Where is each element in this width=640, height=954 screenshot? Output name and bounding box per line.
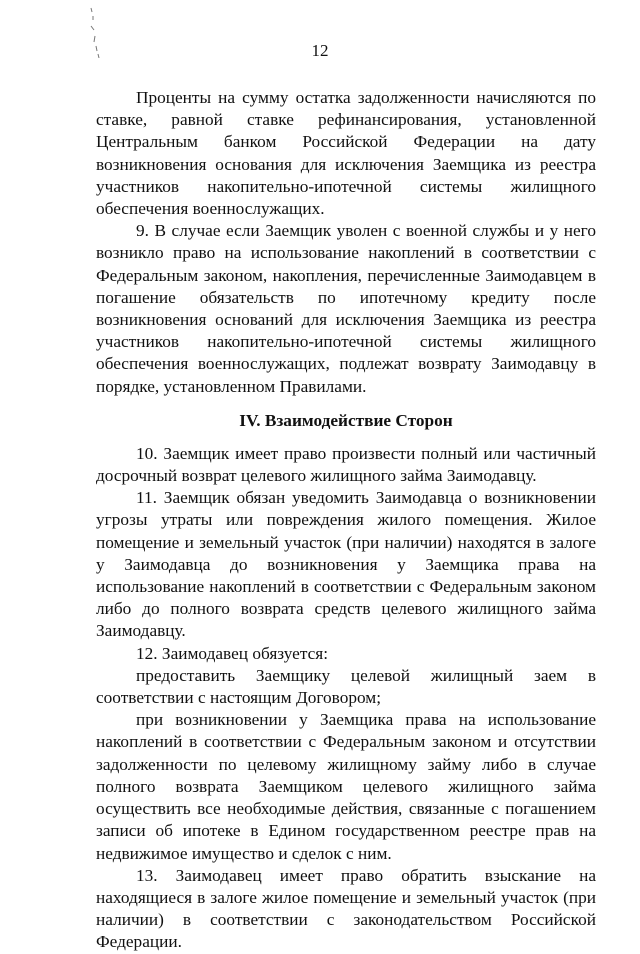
- paragraph-12: 12. Заимодавец обязуется:: [136, 643, 329, 663]
- paragraph-11: 11. Заемщик обязан уведомить Заимодавца о возникновении угрозы утраты или повреждения жилого помещения. Жилое помещение и земельный участок (при наличии) находятся в залоге у Заимодавца до возникновения у Заемщика права на использование накоплений в соответствии с Федеральным законом либо до полного возврата средств целевого жилищного займа Заимодавцу.: [96, 488, 596, 641]
- paragraph-12-item-2: при возникновении у Заемщика права на использование накоплений в соответствии с Федеральным законом и отсутствии задолженности по целевому жилищному займу либо в случае полного возврата Заемщиком целевого жилищного займа осуществить все необходимые действия, связанные с погашением записи об ипотеке в Едином государственном реестре прав на недвижимое имущество и сделок с ним.: [96, 710, 596, 863]
- page-number: 12: [311, 41, 329, 60]
- paragraph-interest: Проценты на сумму остатка задолженности начисляются по ставке, равной ставке рефинансирования, установленной Центральным банком Российской Федерации на дату возникновения основания для исключения Заемщика из реестра участников накопительно-ипотечной системы жилищного обеспечения военнослужащих.: [96, 88, 596, 219]
- section-heading: IV. Взаимодействие Сторон: [239, 410, 453, 430]
- paragraph-9: 9. В случае если Заемщик уволен с военной службы и у него возникло право на использование накоплений в соответствии с Федеральным законом, накопления, перечисленные Заимодавцем в погашение обязательств по ипотечному кредиту после возникновения оснований для исключения Заемщика из реестра участников накопительно-ипотечной системы жилищного обеспечения военнослужащих, подлежат возврату Заимодавцу в порядке, установленном Правилами.: [96, 221, 596, 396]
- paragraph-12-item-1: предоставить Заемщику целевой жилищный заем в соответствии с настоящим Договором;: [96, 665, 596, 708]
- document-body: [96, 87, 596, 954]
- paragraph-13: 13. Заимодавец имеет право обратить взыскание на находящиеся в залоге жилое помещение и земельный участок (при наличии) в соответствии с законодательством Российской Федерации.: [96, 865, 596, 952]
- paragraph-10: 10. Заемщик имеет право произвести полный или частичный досрочный возврат целевого жилищного займа Заимодавцу.: [96, 443, 596, 486]
